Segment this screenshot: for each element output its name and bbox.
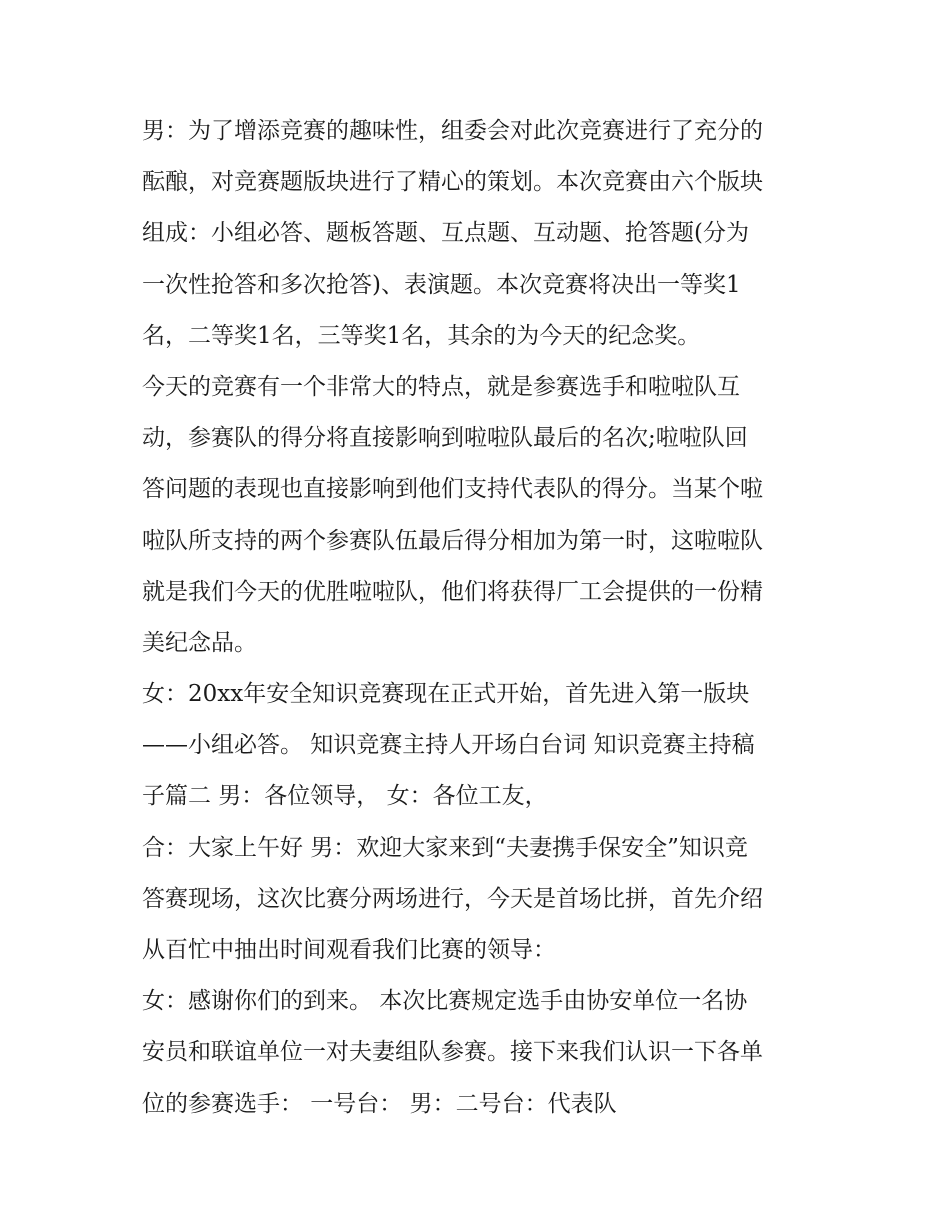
text-line: 今天的竞赛有一个非常大的特点，就是参赛选手和啦啦队互 [142, 373, 740, 400]
text-line: 女：20xx年安全知识竞赛现在正式开始，首先进入第一版块 [142, 681, 750, 708]
text-line: 子篇二 男：各位领导， 女：各位工友， [142, 783, 548, 810]
text-line: 答问题的表现也直接影响到他们支持代表队的得分。当某个啦 [142, 476, 763, 503]
text-line: 组成：小组必答、题板答题、互点题、互动题、抢答题(分为 [142, 220, 749, 247]
text-line: 安员和联谊单位一对夫妻组队参赛。接下来我们认识一下各单 [142, 1039, 763, 1066]
text-line: 动，参赛队的得分将直接影响到啦啦队最后的名次;啦啦队回 [142, 425, 748, 452]
document-body [142, 106, 822, 1130]
text-line: ——小组必答。 知识竞赛主持人开场白台词 知识竞赛主持稿 [142, 732, 755, 759]
text-line: 美纪念品。 [142, 629, 257, 656]
text-line: 男：为了增添竞赛的趣味性，组委会对此次竞赛进行了充分的 [142, 118, 763, 144]
text-line: 一次性抢答和多次抢答)、表演题。本次竞赛将决出一等奖1 [142, 271, 741, 298]
text-line: 答赛现场，这次比赛分两场进行，今天是首场比拼，首先介绍 [142, 885, 763, 912]
text-line: 就是我们今天的优胜啦啦队，他们将获得厂工会提供的一份精 [142, 578, 763, 605]
text-line: 位的参赛选手： 一号台： 男：二号台：代表队 [142, 1090, 617, 1117]
text-line: 从百忙中抽出时间观看我们比赛的领导： [142, 937, 556, 963]
text-line: 合：大家上午好 男：欢迎大家来到“夫妻携手保安全”知识竞 [142, 834, 748, 861]
text-line: 啦队所支持的两个参赛队伍最后得分相加为第一时，这啦啦队 [142, 527, 763, 554]
text-line: 女：感谢你们的到来。 本次比赛规定选手由协安单位一名协 [142, 988, 748, 1015]
text-line: 名，二等奖1名，三等奖1名，其余的为今天的纪念奖。 [142, 322, 701, 349]
text-line: 酝酿，对竞赛题版块进行了精心的策划。本次竞赛由六个版块 [142, 169, 763, 196]
